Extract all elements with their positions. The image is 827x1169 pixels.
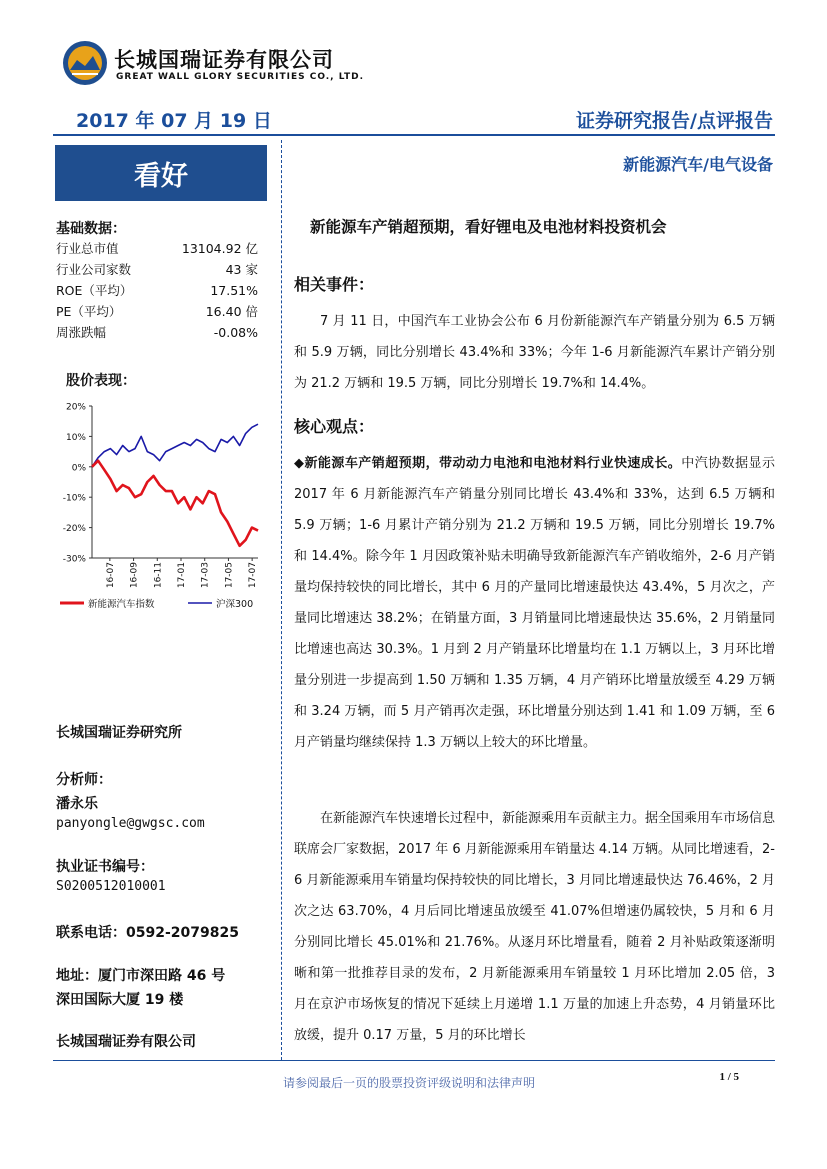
- sector-label: 新能源汽车/电气设备: [623, 155, 773, 174]
- stat-row: [56, 301, 258, 322]
- chart-series-line: [92, 461, 258, 546]
- stat-row: [56, 280, 258, 301]
- company-name-cn: 长城国瑞证券有限公司: [114, 48, 334, 72]
- company-name-en: GREAT WALL GLORY SECURITIES CO., LTD.: [116, 72, 365, 82]
- cert-number: S0200512010001: [56, 879, 166, 894]
- stat-label: ROE（平均）: [56, 283, 133, 298]
- chart-x-tick-label: 17-01: [177, 562, 187, 589]
- stat-label: 行业公司家数: [56, 262, 132, 277]
- footer-company-name: 长城国瑞证券有限公司: [56, 1034, 196, 1050]
- core-view-body: 中汽协数据显示 2017 年 6 月新能源汽车产销量分别同比增长 43.4%和 33%，达到 6.5 万辆和 5.9 万辆；1-6 月累计产销分别为 21.2 万辆和 19.5 万辆，同比分别增长 19.7%和 14.4%。除今年 1 月因政策补贴未明确导致新能源汽车产销收缩外，2-6 月产销量均保持较快的同比增长，其中 6 月的产量同比增速最快达 43.4%，5 月次之，产量同比增速达 38.2%；在销量方面，3 月销量同比增速最快达 35.6%，2 月销量同比增速也高达 30.3%。1 月到 2 月产销量环比增量均在 1.1 万辆以上，3 月环比增量分别进一步提高到 1.50 万辆和 1.35 万辆，4 月产销环比增量放缓至 4.29 万辆和 3.24 万辆，而 5 月产销再次走强，环比增量分别达到 1.41 和 1.09 万辆，至 6 月产销量均继续保持 1.3 万辆以上较大的环比增量。: [294, 456, 775, 750]
- chart-x-tick-label: 16-11: [153, 562, 164, 589]
- chart-legend-label: 沪深300: [216, 599, 254, 610]
- stat-row: [56, 259, 258, 280]
- core-view-paragraph-1: [294, 448, 775, 758]
- cert-label: 执业证书编号：: [56, 859, 154, 875]
- rating-badge: 看好: [55, 145, 267, 201]
- chart-x-tick-label: 17-03: [200, 562, 211, 589]
- chart-y-tick-label: 0%: [71, 463, 86, 474]
- related-events-paragraph: 7 月 11 日，中国汽车工业协会公布 6 月份新能源汽车产销量分别为 6.5 万辆和 5.9 万辆，同比分别增长 43.4%和 33%；今年 1-6 月新能源汽车累计产销分别为 21.2 万辆和 19.5 万辆，同比分别增长 19.7%和 14.4%。: [294, 314, 775, 391]
- report-date: 2017 年 07 月 19 日: [76, 110, 272, 132]
- basic-data-title: 基础数据：: [56, 221, 126, 237]
- header-divider: [53, 134, 775, 136]
- basic-data-table: [56, 238, 258, 343]
- address-line-1: 地址：厦门市深田路 46 号: [56, 968, 226, 984]
- related-events-title: 相关事件：: [294, 275, 375, 294]
- column-divider: [281, 140, 282, 1060]
- company-logo: [62, 40, 108, 86]
- chart-x-tick-label: 17-05: [224, 562, 235, 589]
- price-performance-title: 股价表现：: [66, 373, 136, 389]
- chart-legend-label: 新能源汽车指数: [88, 599, 155, 610]
- analyst-label: 分析师：: [56, 772, 112, 788]
- footer-divider: [53, 1060, 775, 1061]
- chart-series-line: [92, 424, 258, 467]
- stat-value: 43 家: [225, 262, 258, 277]
- chart-x-tick-label: 16-09: [129, 562, 140, 589]
- stat-label: 周涨跌幅: [56, 325, 107, 340]
- stat-value: 13104.92 亿: [181, 241, 258, 256]
- stat-value: -0.08%: [213, 325, 258, 340]
- report-type: 证券研究报告/点评报告: [576, 110, 773, 132]
- analyst-name: 潘永乐: [56, 796, 98, 812]
- institute-name: 长城国瑞证券研究所: [56, 725, 182, 741]
- price-chart: [52, 394, 267, 618]
- chart-x-tick-label: 16-07: [105, 562, 116, 589]
- chart-x-tick-label: 17-07: [248, 562, 259, 589]
- chart-y-tick-label: 10%: [65, 432, 86, 443]
- contact-phone: 联系电话：0592-2079825: [56, 925, 239, 941]
- stat-row: [56, 322, 258, 343]
- disclaimer-link[interactable]: 请参阅最后一页的股票投资评级说明和法律声明: [283, 1076, 536, 1090]
- page-number: 1 / 5: [719, 1071, 739, 1083]
- stat-value: 16.40 倍: [205, 304, 258, 319]
- chart-y-tick-label: 20%: [65, 402, 86, 413]
- stat-value: 17.51%: [210, 283, 258, 298]
- stat-label: PE（平均）: [56, 304, 122, 319]
- chart-y-tick-label: -10%: [62, 493, 86, 504]
- analyst-email[interactable]: panyongle@gwgsc.com: [56, 816, 205, 831]
- chart-y-tick-label: -20%: [62, 524, 86, 535]
- report-headline: 新能源车产销超预期，看好锂电及电池材料投资机会: [310, 218, 667, 236]
- stat-label: 行业总市值: [56, 241, 119, 256]
- chart-y-tick-label: -30%: [62, 554, 86, 565]
- core-view-paragraph-2: 在新能源汽车快速增长过程中，新能源乘用车贡献主力。据全国乘用车市场信息联席会厂家数据，2017 年 6 月新能源乘用车销量达 4.14 万辆。从同比增速看，2-6 月新能源乘用车销量均保持较快的同比增长，3 月同比增速最快达 76.46%，2 月次之达 63.70%，4 月后同比增速虽放缓至 41.07%但增速仍属较快，5 月和 6 月分别同比增长 45.01%和 21.76%。从逐月环比增量看，随着 2 月补贴政策逐渐明晰和第一批推荐目录的发布，2 月新能源乘用车销量较 1 月环比增加 2.05 倍，3 月在京沪市场恢复的情况下延续上月递增 1.1 万量的加速上升态势，4 月销量环比放缓，提升 0.17 万量，5 月的环比增长: [294, 811, 776, 1043]
- address-line-2: 深田国际大厦 19 楼: [56, 992, 184, 1008]
- stat-row: [56, 238, 258, 259]
- core-views-title: 核心观点：: [294, 417, 375, 436]
- core-view-lead: ◆新能源车产销超预期，带动动力电池和电池材料行业快速成长。: [294, 456, 682, 471]
